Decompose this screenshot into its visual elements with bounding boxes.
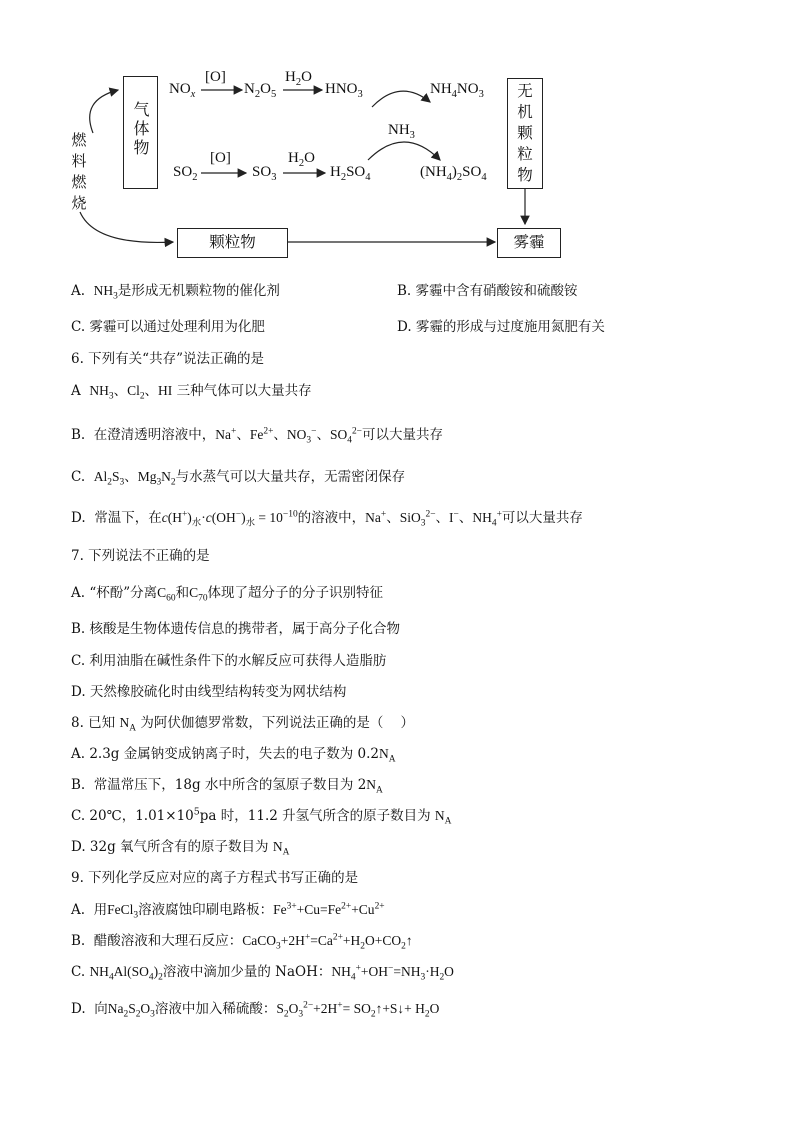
q8-option-a: A. 2.3g 金属钠变成钠离子时，失去的电子数为 $0.2N_A$ <box>71 746 396 765</box>
h2so4-formula: $H_2SO_4$ <box>330 164 371 183</box>
q7-stem: 7. 下列说法不正确的是 <box>71 548 210 564</box>
water-label-2: $H_2O$ <box>288 150 315 169</box>
haze-box <box>497 228 561 258</box>
q9-option-d: D. 向$Na_2S_2O_3$溶液中加入稀硫酸：$S_2O_3^{2-}+2H^+=$ $SO_2↑+S↓+ H_2O$ <box>71 1000 440 1020</box>
particles-box-label: 颗粒物 <box>209 233 256 251</box>
q6-option-b: B. 在澄清透明溶液中，Na+、$Fe^{2+}$、$NO_3^-$、$SO_4^{2-}$可以大量共存 <box>71 426 443 446</box>
q5-option-b: B. 雾霾中含有硝酸铵和硫酸铵 <box>397 283 578 299</box>
q8-option-b: B. 常温常压下，18g 水中所含的氢原子数目为 $2N_A$ <box>71 777 383 796</box>
q9-option-c: C. $NH_4Al(SO_4)_2$溶液中滴加少量的 NaOH：$NH_4^++OH^-=NH_3\cdot H_2O$ <box>71 963 454 983</box>
n2o5-formula: $N_2O_5$ <box>244 81 277 100</box>
o-label-2: [O] <box>210 150 231 166</box>
gas-box <box>123 76 158 189</box>
particles-box <box>177 228 288 258</box>
q9-option-a: A. 用FeCl$_3$溶液腐蚀印刷电路板：$Fe^{3+}+Cu=Fe^{2+}+Cu^{2+}$ <box>71 901 385 921</box>
curve-hno3-nh4no3 <box>372 91 430 107</box>
water-label-1: $H_2O$ <box>285 69 312 88</box>
q6-stem: 6. 下列有关“共存”说法正确的是 <box>71 351 264 367</box>
q5-option-d: D. 雾霾的形成与过度施用氮肥有关 <box>397 319 605 335</box>
q5-option-c: C. 雾霾可以通过处理利用为化肥 <box>71 319 265 335</box>
hno3-formula: $HNO_3$ <box>325 81 363 100</box>
q9-option-b: B. 醋酸溶液和大理石反应：$CaCO_3+2H^+=Ca^{2+}+H_2O+CO_2↑$ <box>71 932 413 952</box>
o-label-1: [O] <box>205 69 226 85</box>
q8-option-c: C. 20℃，$1.01\times 10^5pa$ 时，11.2 升氢气所含的原子数目为 $N_A$ <box>71 806 452 827</box>
q7-option-d: D. 天然橡胶硫化时由线型结构转变为网状结构 <box>71 684 347 700</box>
haze-box-label: 雾霾 <box>513 233 545 251</box>
curve-fuel-particles <box>80 212 173 242</box>
nh4no3-formula: $NH_4NO_3$ <box>430 81 484 100</box>
gas-box-label: 气体物 <box>133 100 150 157</box>
q6-option-c: C. $Al_2S_3$、$Mg_3N_2$与水蒸气可以大量共存，无需密闭保存 <box>71 469 406 488</box>
nox-formula: $NO_x$ <box>169 81 196 100</box>
q7-option-c: C. 利用油脂在碱性条件下的水解反应可获得人造脂肪 <box>71 653 387 669</box>
inorganic-particles-box <box>507 78 543 189</box>
inorganic-box-label: 无机颗粒物 <box>517 82 533 184</box>
nh42so4-formula: $(NH_4)_2SO_4$ <box>420 164 487 183</box>
q9-stem: 9. 下列化学反应对应的离子方程式书写正确的是 <box>71 870 359 886</box>
q6-option-d: D. 常温下，在$c(H^+)_水\cdot c(OH^-)_水 = 10^{-10}$的溶液中，Na+、SiO$_3^{2-}$、I−、$NH_4^+$可以大量共存 <box>71 509 583 529</box>
curve-fuel-gas <box>90 90 118 133</box>
so2-formula: $SO_2$ <box>173 164 198 183</box>
q8-option-d: D. 32g 氧气所含有的原子数目为 $N_A$ <box>71 839 290 858</box>
nh3-label: $NH_3$ <box>388 122 415 141</box>
q7-option-a: A. “杯酚”分离$C_{60}$和$C_{70}$体现了超分子的分子识别特征 <box>71 585 384 604</box>
q5-option-a: A. $NH_3$是形成无机颗粒物的催化剂 <box>71 283 280 302</box>
q6-option-a: A $NH_3$、$Cl_2$、HI 三种气体可以大量共存 <box>71 383 312 402</box>
curve-h2so4-nh42so4 <box>368 142 440 160</box>
q8-stem: 8. 已知 $N_A$ 为阿伏伽德罗常数，下列说法正确的是（ ） <box>71 715 415 734</box>
so3-formula: $SO_3$ <box>252 164 277 183</box>
fuel-combustion-label: 燃料燃烧 <box>71 131 87 212</box>
q7-option-b: B. 核酸是生物体遗传信息的携带者，属于高分子化合物 <box>71 621 401 637</box>
